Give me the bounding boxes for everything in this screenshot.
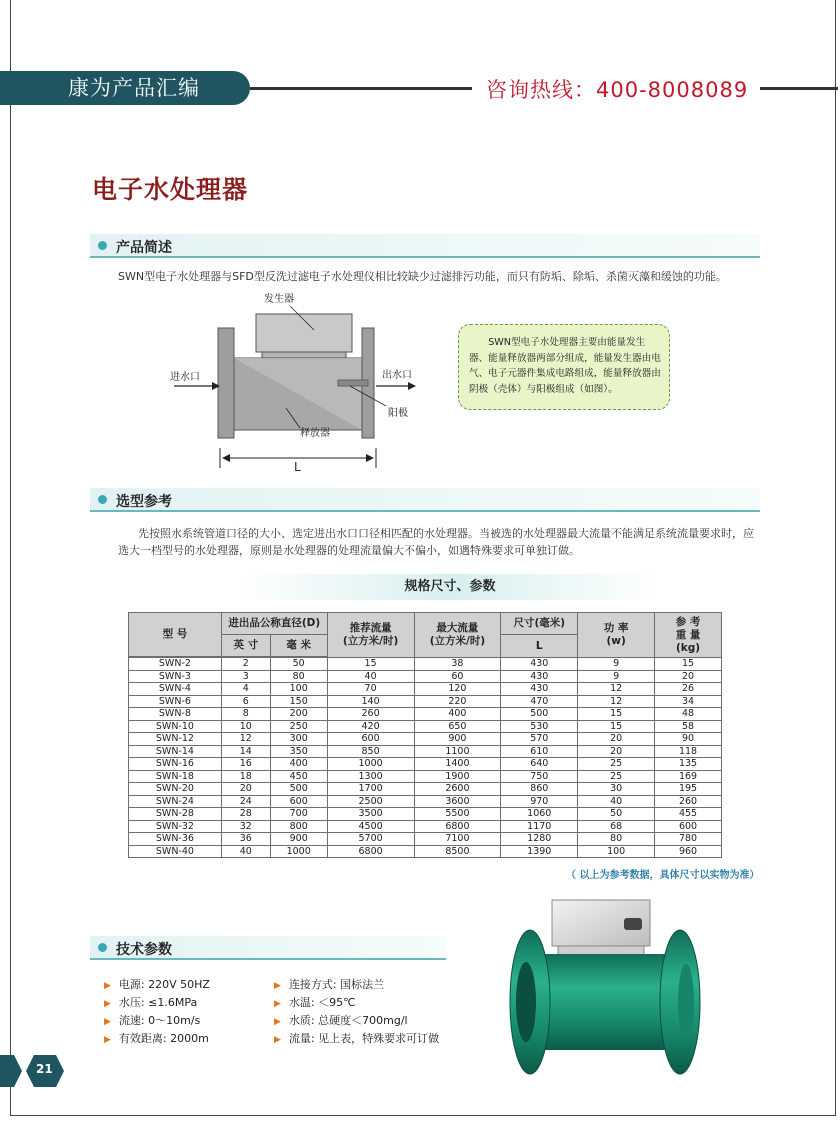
brand-title: 康为产品汇编 xyxy=(68,76,200,100)
param-left-3: ▶ 有效距离: 2000m xyxy=(104,1032,209,1045)
param-right-2: ▶ 水质: 总硬度＜700mg/l xyxy=(274,1014,408,1027)
table-cell: 570 xyxy=(501,733,578,746)
label-length: L xyxy=(294,460,301,474)
label-releaser: 释放器 xyxy=(300,428,330,439)
header-rule-left xyxy=(250,87,472,90)
table-cell: 800 xyxy=(270,820,327,833)
label-inlet: 进水口 xyxy=(170,372,200,383)
table-cell: SWN-36 xyxy=(129,833,222,846)
spec-table xyxy=(128,612,722,858)
table-cell: SWN-10 xyxy=(129,720,222,733)
table-cell: 1280 xyxy=(501,833,578,846)
section-label-tech: 技术参数 xyxy=(116,942,172,958)
table-cell: 300 xyxy=(270,733,327,746)
structure-diagram xyxy=(168,288,428,478)
table-cell: 169 xyxy=(655,770,722,783)
table-cell: 140 xyxy=(327,695,414,708)
th-weight: 参 考 重 量 (kg) xyxy=(655,613,722,658)
table-cell: 16 xyxy=(221,758,270,771)
table-cell: SWN-4 xyxy=(129,683,222,696)
table-caption: 规格尺寸、参数 xyxy=(240,574,660,600)
table-cell: 8500 xyxy=(414,845,501,858)
table-cell: 750 xyxy=(501,770,578,783)
table-cell: 3500 xyxy=(327,808,414,821)
table-cell: 18 xyxy=(221,770,270,783)
table-cell: 2600 xyxy=(414,783,501,796)
triangle-bullet-icon: ▶ xyxy=(104,1035,111,1045)
th-inch: 英 寸 xyxy=(221,635,270,657)
table-cell: 68 xyxy=(578,820,655,833)
table-cell: 80 xyxy=(578,833,655,846)
table-cell: 600 xyxy=(270,795,327,808)
label-anode: 阳极 xyxy=(388,408,408,419)
table-cell: SWN-18 xyxy=(129,770,222,783)
table-cell: SWN-20 xyxy=(129,783,222,796)
table-cell: 850 xyxy=(327,745,414,758)
page-title: 电子水处理器 xyxy=(92,175,249,204)
table-cell: 15 xyxy=(578,720,655,733)
table-cell: 400 xyxy=(414,708,501,721)
description-callout xyxy=(458,324,670,410)
table-cell: SWN-32 xyxy=(129,820,222,833)
table-cell: 60 xyxy=(414,670,501,683)
table-row xyxy=(129,758,722,771)
table-cell: 1000 xyxy=(327,758,414,771)
table-cell: 400 xyxy=(270,758,327,771)
table-cell: SWN-24 xyxy=(129,795,222,808)
bullet-dot-icon xyxy=(98,495,107,504)
table-cell: 640 xyxy=(501,758,578,771)
table-cell: 350 xyxy=(270,745,327,758)
table-cell: 500 xyxy=(270,783,327,796)
table-cell: 36 xyxy=(221,833,270,846)
table-cell: 135 xyxy=(655,758,722,771)
th-diameter: 进出品公称直径(D) xyxy=(221,613,327,635)
table-cell: 195 xyxy=(655,783,722,796)
table-cell: 10 xyxy=(221,720,270,733)
header-rule-right xyxy=(760,87,838,90)
table-cell: 70 xyxy=(327,683,414,696)
hexagon-badge-icon xyxy=(0,1053,66,1089)
table-cell: 960 xyxy=(655,845,722,858)
table-cell: 470 xyxy=(501,695,578,708)
table-cell: 9 xyxy=(578,670,655,683)
table-cell: 700 xyxy=(270,808,327,821)
section-label-selection: 选型参考 xyxy=(116,494,172,510)
label-generator: 发生器 xyxy=(264,294,294,305)
table-cell: 14 xyxy=(221,745,270,758)
table-cell: 600 xyxy=(327,733,414,746)
table-cell: 15 xyxy=(327,658,414,671)
product-illustration xyxy=(500,890,710,1075)
table-cell: 100 xyxy=(578,845,655,858)
triangle-bullet-icon: ▶ xyxy=(274,1035,281,1045)
table-cell: 430 xyxy=(501,683,578,696)
table-cell: 150 xyxy=(270,695,327,708)
table-cell: 780 xyxy=(655,833,722,846)
table-cell: 118 xyxy=(655,745,722,758)
spec-table-body xyxy=(129,658,722,858)
table-cell: 650 xyxy=(414,720,501,733)
table-cell: 860 xyxy=(501,783,578,796)
table-cell: SWN-6 xyxy=(129,695,222,708)
table-cell: 2500 xyxy=(327,795,414,808)
table-row xyxy=(129,820,722,833)
table-cell: 120 xyxy=(414,683,501,696)
page-number-badge xyxy=(0,1053,66,1089)
triangle-bullet-icon: ▶ xyxy=(274,999,281,1009)
table-cell: 30 xyxy=(578,783,655,796)
table-cell: 24 xyxy=(221,795,270,808)
table-cell: 40 xyxy=(221,845,270,858)
table-cell: 4 xyxy=(221,683,270,696)
table-cell: SWN-8 xyxy=(129,708,222,721)
table-cell: 600 xyxy=(655,820,722,833)
table-cell: 500 xyxy=(501,708,578,721)
table-cell: SWN-28 xyxy=(129,808,222,821)
table-row xyxy=(129,683,722,696)
table-cell: 8 xyxy=(221,708,270,721)
bullet-dot-icon xyxy=(98,943,107,952)
table-cell: 430 xyxy=(501,658,578,671)
table-cell: 6800 xyxy=(327,845,414,858)
table-cell: 34 xyxy=(655,695,722,708)
table-cell: 15 xyxy=(578,708,655,721)
table-cell: 6800 xyxy=(414,820,501,833)
table-cell: 3600 xyxy=(414,795,501,808)
table-cell: 20 xyxy=(221,783,270,796)
table-cell: 40 xyxy=(327,670,414,683)
table-cell: 1000 xyxy=(270,845,327,858)
hotline-text: 咨询热线：400-8008089 xyxy=(486,78,749,102)
th-mm: 毫 米 xyxy=(270,635,327,657)
table-cell: 12 xyxy=(578,683,655,696)
table-row xyxy=(129,795,722,808)
table-cell: 1390 xyxy=(501,845,578,858)
table-cell: 5700 xyxy=(327,833,414,846)
table-cell: 6 xyxy=(221,695,270,708)
table-cell: 1170 xyxy=(501,820,578,833)
callout-text: SWN型电子水处理器主要由能量发生器、能量释放器两部分组成，能量发生器由电气、电子元器件集成电路组成，能量释放器由阴极（壳体）与阳极组成（如图）。 xyxy=(469,337,661,395)
table-cell: 970 xyxy=(501,795,578,808)
table-row xyxy=(129,783,722,796)
param-left-2: ▶ 流速: 0～10m/s xyxy=(104,1014,201,1027)
table-cell: 4500 xyxy=(327,820,414,833)
table-cell: 200 xyxy=(270,708,327,721)
table-cell: 530 xyxy=(501,720,578,733)
param-left-1: ▶ 水压: ≤1.6MPa xyxy=(104,996,198,1009)
param-right-1: ▶ 水温: ＜95℃ xyxy=(274,996,356,1009)
section-head-selection xyxy=(90,488,760,512)
brand-banner xyxy=(0,71,250,105)
table-cell: 80 xyxy=(270,670,327,683)
table-cell: 12 xyxy=(578,695,655,708)
param-left-0: ▶ 电源: 220V 50HZ xyxy=(104,978,210,991)
table-cell: 5500 xyxy=(414,808,501,821)
table-cell: SWN-14 xyxy=(129,745,222,758)
table-cell: 420 xyxy=(327,720,414,733)
table-cell: 20 xyxy=(578,733,655,746)
table-cell: 1100 xyxy=(414,745,501,758)
triangle-bullet-icon: ▶ xyxy=(104,1017,111,1027)
table-row xyxy=(129,808,722,821)
section-head-intro xyxy=(90,234,760,258)
table-row xyxy=(129,745,722,758)
table-cell: 220 xyxy=(414,695,501,708)
table-cell: 610 xyxy=(501,745,578,758)
table-cell: 50 xyxy=(578,808,655,821)
table-cell: 3 xyxy=(221,670,270,683)
table-cell: 455 xyxy=(655,808,722,821)
table-cell: 20 xyxy=(578,745,655,758)
intro-paragraph: SWN型电子水处理器与SFD型反洗过滤电子水处理仪相比较缺少过滤排污功能，而只有防垢、除垢、杀菌灭藻和缓蚀的功能。 xyxy=(118,270,727,283)
table-cell: 1300 xyxy=(327,770,414,783)
table-row xyxy=(129,708,722,721)
table-cell: 430 xyxy=(501,670,578,683)
th-size: 尺寸(毫米) xyxy=(501,613,578,635)
table-cell: SWN-40 xyxy=(129,845,222,858)
table-cell: 250 xyxy=(270,720,327,733)
table-row xyxy=(129,770,722,783)
triangle-bullet-icon: ▶ xyxy=(104,999,111,1009)
product-photo xyxy=(500,890,710,1075)
table-cell: 2 xyxy=(221,658,270,671)
table-cell: 1900 xyxy=(414,770,501,783)
table-cell: 48 xyxy=(655,708,722,721)
table-cell: 40 xyxy=(578,795,655,808)
selection-line-1: 先按照水系统管道口径的大小、选定进出水口口径相匹配的水处理器。当被选的水处理器最大流量不能满足系统流量要求时，应 xyxy=(138,527,754,540)
table-cell: 25 xyxy=(578,770,655,783)
bullet-dot-icon xyxy=(98,241,107,250)
table-cell: 260 xyxy=(655,795,722,808)
section-label-intro: 产品简述 xyxy=(116,240,172,256)
triangle-bullet-icon: ▶ xyxy=(274,981,281,991)
th-size-l: L xyxy=(501,635,578,658)
table-cell: 90 xyxy=(655,733,722,746)
label-outlet: 出水口 xyxy=(382,370,412,381)
table-cell: 1060 xyxy=(501,808,578,821)
table-cell: 1400 xyxy=(414,758,501,771)
triangle-bullet-icon: ▶ xyxy=(104,981,111,991)
table-cell: 32 xyxy=(221,820,270,833)
table-cell: SWN-12 xyxy=(129,733,222,746)
th-model: 型 号 xyxy=(129,613,222,657)
table-cell: 50 xyxy=(270,658,327,671)
table-row xyxy=(129,733,722,746)
th-max-flow: 最大流量 (立方米/时) xyxy=(414,613,501,658)
triangle-bullet-icon: ▶ xyxy=(274,1017,281,1027)
table-cell: SWN-2 xyxy=(129,658,222,671)
table-cell: 900 xyxy=(414,733,501,746)
treater-drawing xyxy=(168,288,428,478)
table-row xyxy=(129,845,722,858)
table-cell: 26 xyxy=(655,683,722,696)
th-rec-flow: 推荐流量 (立方米/时) xyxy=(327,613,414,658)
page-number: 21 xyxy=(36,1062,53,1076)
table-cell: 25 xyxy=(578,758,655,771)
table-cell: 15 xyxy=(655,658,722,671)
th-power: 功 率 (w) xyxy=(578,613,655,658)
table-cell: SWN-16 xyxy=(129,758,222,771)
selection-line-2: 选大一档型号的水处理器，原则是水处理器的处理流量偏大不偏小，如遇特殊要求可单独订做。 xyxy=(118,544,580,557)
table-row xyxy=(129,720,722,733)
table-cell: 7100 xyxy=(414,833,501,846)
table-row xyxy=(129,658,722,671)
table-cell: SWN-3 xyxy=(129,670,222,683)
table-cell: 12 xyxy=(221,733,270,746)
param-right-0: ▶ 连接方式: 国标法兰 xyxy=(274,978,385,991)
table-cell: 260 xyxy=(327,708,414,721)
table-cell: 20 xyxy=(655,670,722,683)
table-row xyxy=(129,670,722,683)
table-row xyxy=(129,695,722,708)
param-right-3: ▶ 流量: 见上表，特殊要求可订做 xyxy=(274,1032,440,1045)
table-cell: 900 xyxy=(270,833,327,846)
table-cell: 1700 xyxy=(327,783,414,796)
table-cell: 100 xyxy=(270,683,327,696)
table-cell: 9 xyxy=(578,658,655,671)
table-cell: 28 xyxy=(221,808,270,821)
table-cell: 58 xyxy=(655,720,722,733)
table-cell: 38 xyxy=(414,658,501,671)
table-row xyxy=(129,833,722,846)
table-cell: 450 xyxy=(270,770,327,783)
section-head-tech xyxy=(90,936,446,960)
table-note: （ 以上为参考数据，具体尺寸以实物为准） xyxy=(566,870,760,881)
